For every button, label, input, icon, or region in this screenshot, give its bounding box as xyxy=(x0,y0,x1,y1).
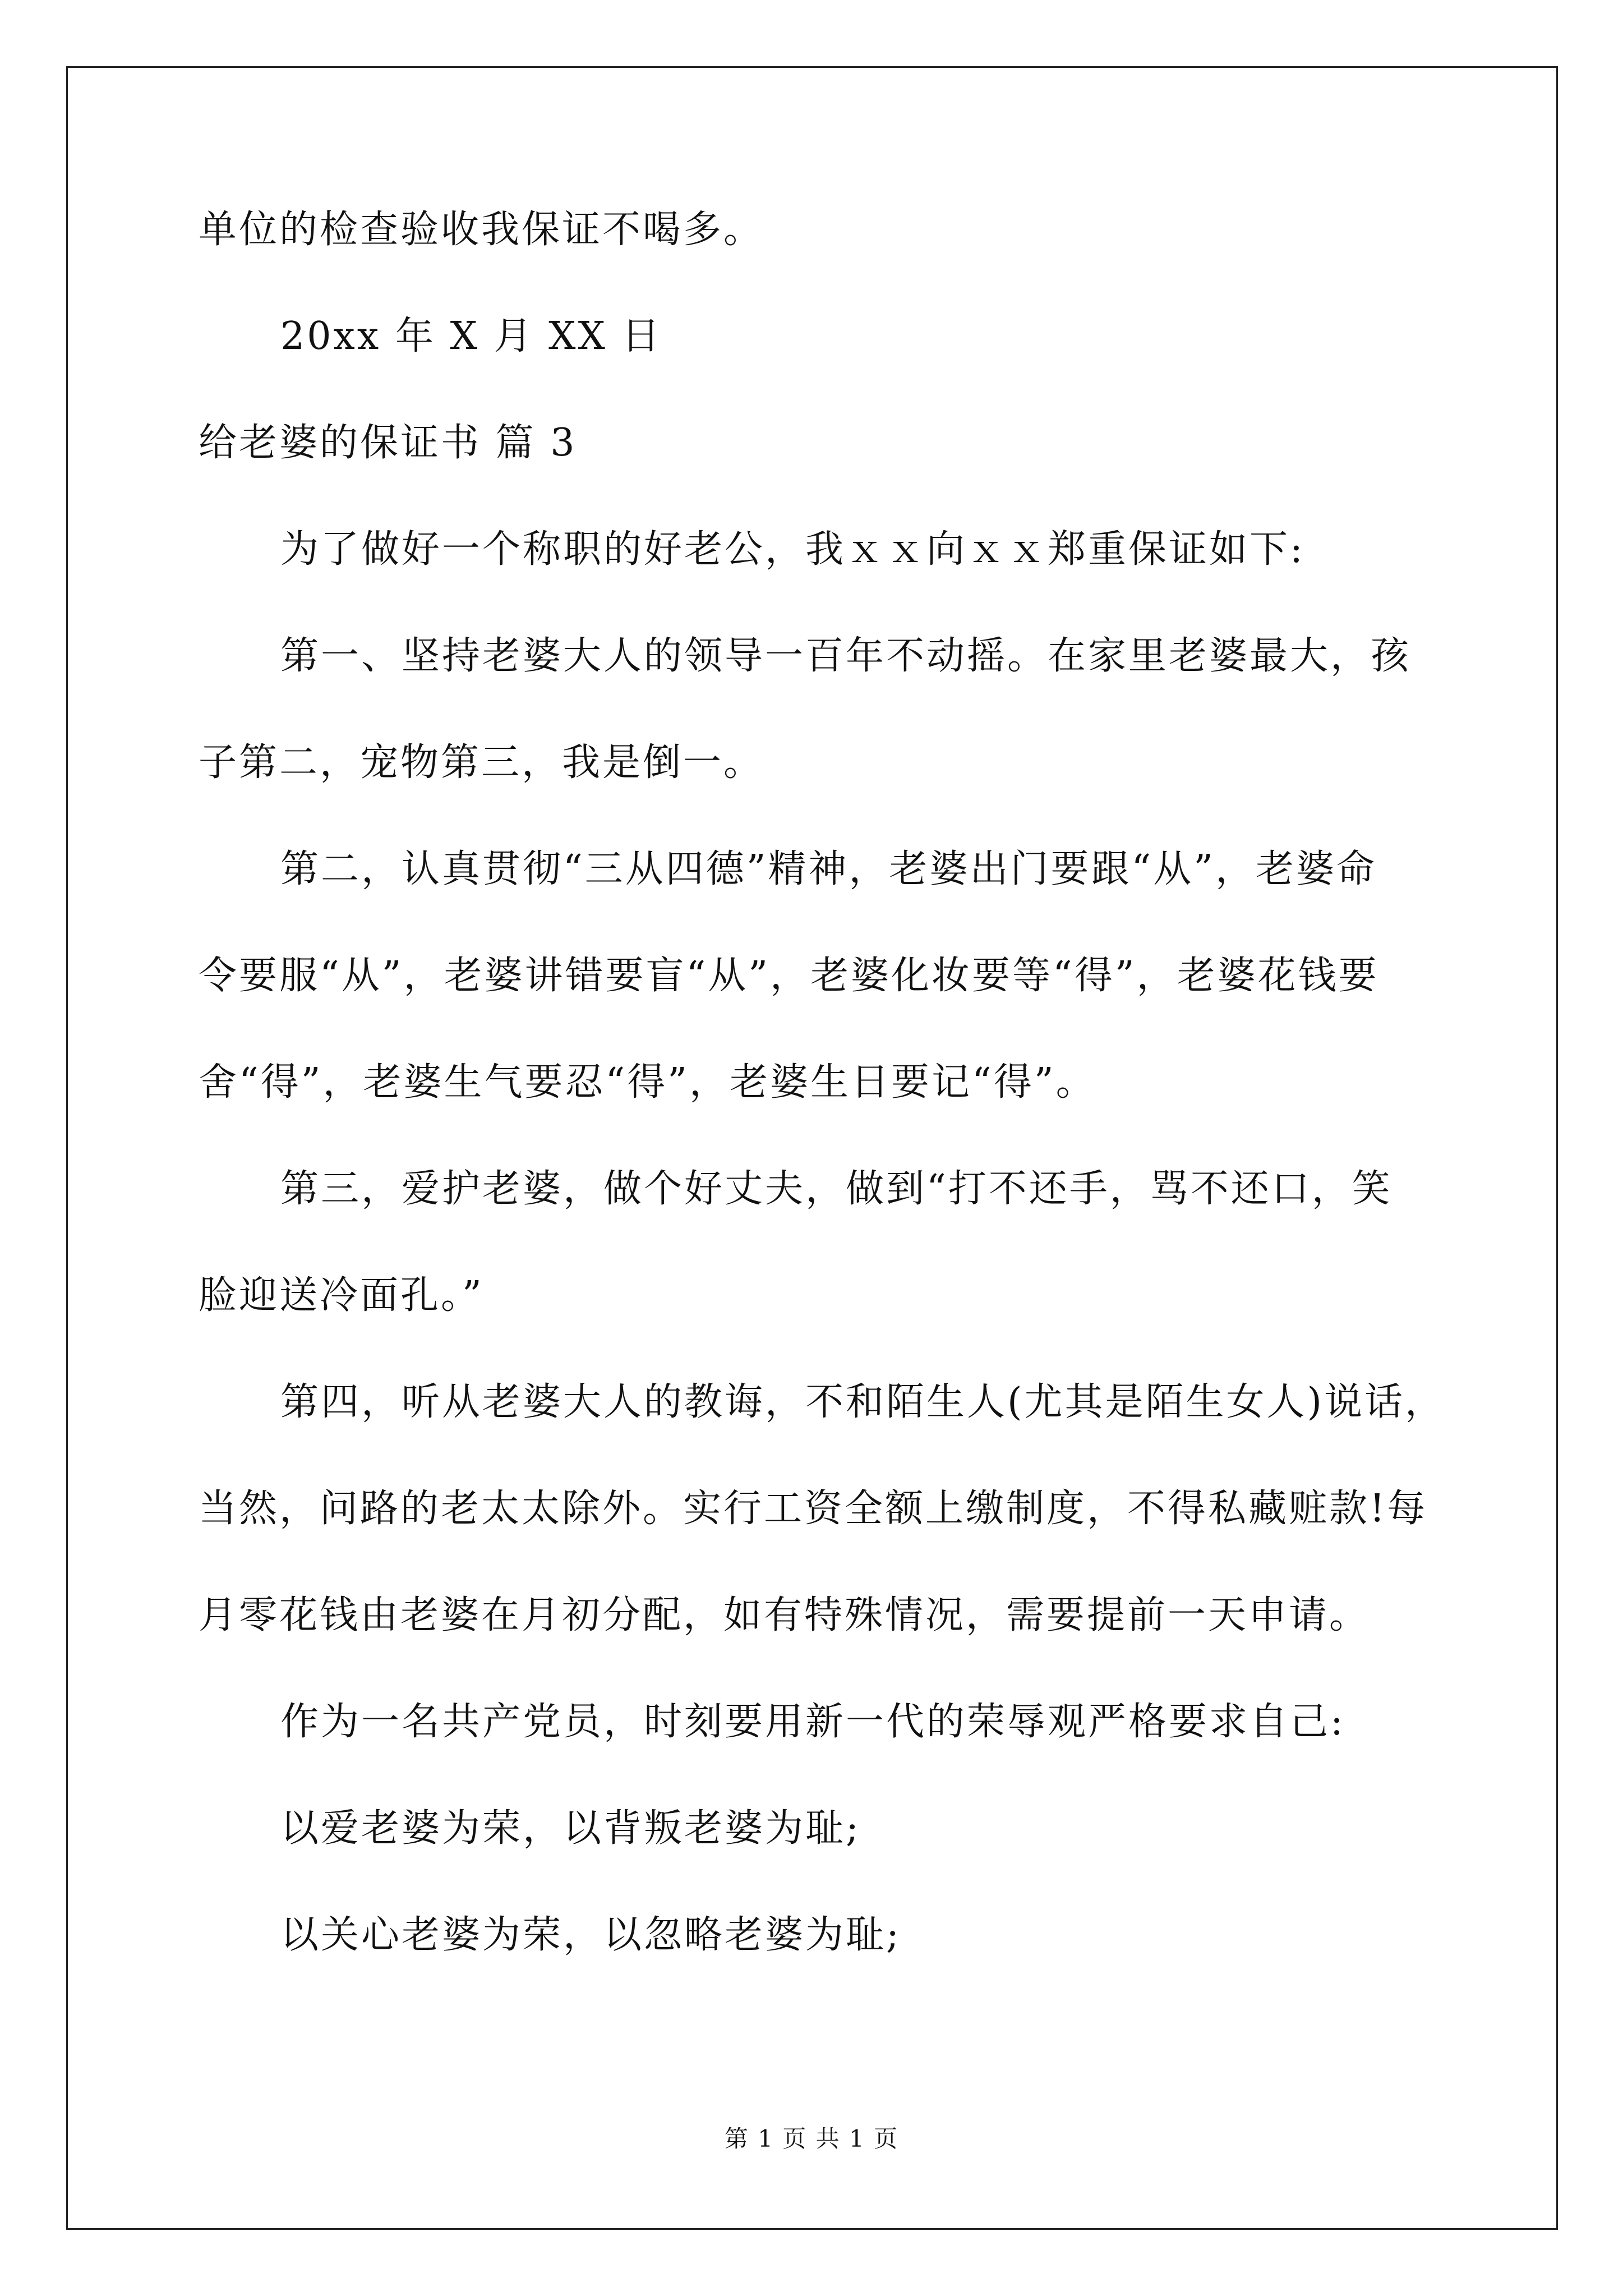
text-line-1: 单位的检查验收我保证不喝多。 xyxy=(199,208,764,252)
paragraph-4-line-1: 第四，听从老婆大人的教诲，不和陌生人(尤其是陌生女人)说话， xyxy=(280,1380,1446,1424)
paragraph-3-line-2: 脸迎送冷面孔。” xyxy=(199,1273,484,1318)
paragraph-5: 作为一名共产党员，时刻要用新一代的荣辱观严格要求自己: xyxy=(280,1700,1345,1744)
paragraph-4-line-3: 月零花钱由老婆在月初分配，如有特殊情况，需要提前一天申请。 xyxy=(199,1593,1370,1637)
paragraph-2-line-3: 舍“得”，老婆生气要忍“得”，老婆生日要记“得”。 xyxy=(199,1060,1096,1105)
paragraph-intro: 为了做好一个称职的好老公，我ｘｘ向ｘｘ郑重保证如下: xyxy=(280,527,1305,572)
page-frame xyxy=(66,66,1558,2230)
pledge-line-1: 以爱老婆为荣，以背叛老婆为耻; xyxy=(280,1806,861,1851)
paragraph-3-line-1: 第三，爱护老婆，做个好丈夫，做到“打不还手，骂不还口，笑 xyxy=(280,1167,1393,1211)
paragraph-2-line-2: 令要服“从”，老婆讲错要盲“从”，老婆化妆要等“得”，老婆花钱要 xyxy=(199,954,1379,998)
text-line-date: 20xx 年 X 月 XX 日 xyxy=(280,314,662,358)
paragraph-2-line-1: 第二，认真贯彻“三从四德”精神，老婆出门要跟“从”，老婆命 xyxy=(280,847,1377,891)
paragraph-1-line-1: 第一、坚持老婆大人的领导一百年不动摇。在家里老婆最大，孩 xyxy=(280,634,1412,678)
paragraph-4-line-2: 当然，问路的老太太除外。实行工资全额上缴制度，不得私藏赃款!每 xyxy=(199,1487,1428,1531)
paragraph-1-line-2: 子第二，宠物第三，我是倒一。 xyxy=(199,740,764,785)
section-heading: 给老婆的保证书 篇 3 xyxy=(199,421,577,465)
pledge-line-2: 以关心老婆为荣，以忽略老婆为耻; xyxy=(280,1913,901,1957)
page-number-footer: 第 1 页 共 1 页 xyxy=(724,2125,899,2152)
